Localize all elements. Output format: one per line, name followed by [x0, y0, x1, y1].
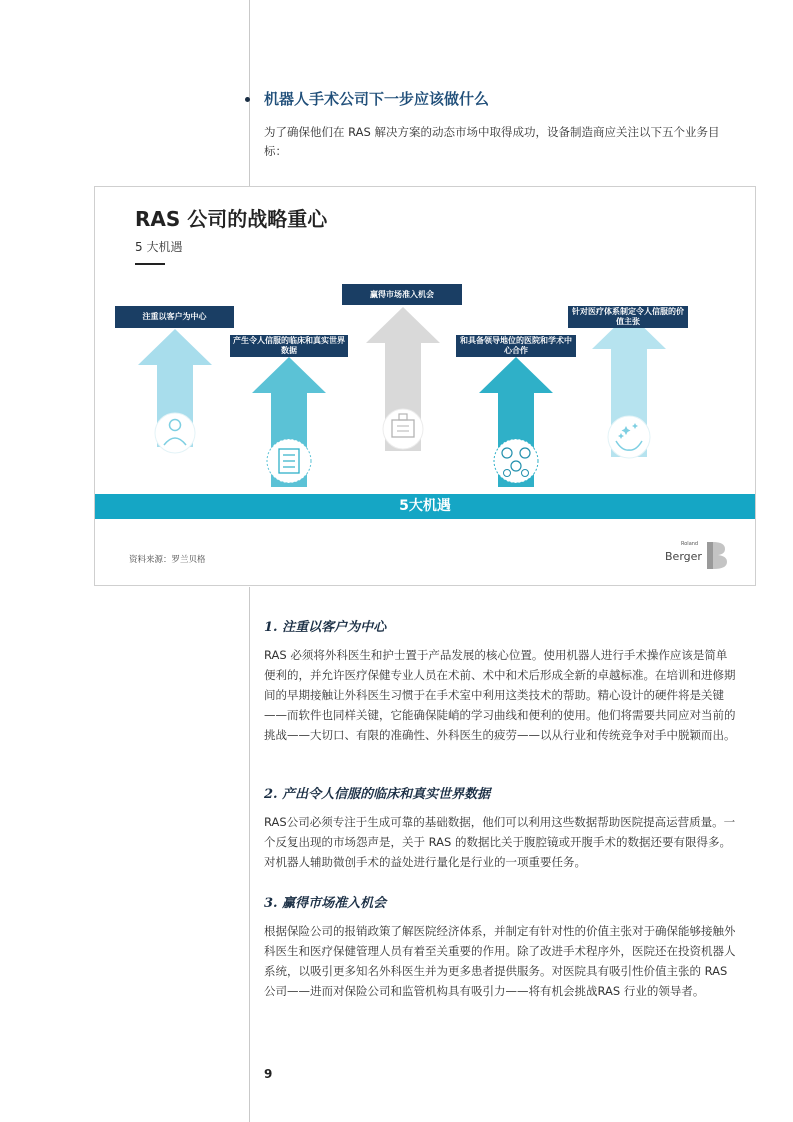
figure-source: 资料来源：罗兰贝格: [129, 555, 206, 565]
section-1-title: 1. 注重以客户为中心: [264, 620, 387, 635]
roland-berger-logo: [665, 539, 729, 573]
logo-small-text: Roland: [681, 541, 699, 547]
section-1-body: RAS 必须将外科医生和护士置于产品发展的核心位置。使用机器人进行手术操作应该是简单便利的，并允许医疗保健专业人员在术前、术中和术后形成全新的卓越标准。在培训和进修期间的早期接触让外科医生习惯于在手术室中利用这类技术的帮助。精心设计的硬件将是关键——而软件也同样关键，它能确保陡峭的学习曲线和便利的使用。他们将需要共同应对当前的挑战——大切口、有限的准确性、外科医生的疲劳——以从行业和传统竞争对手中脱颖而出。: [264, 648, 736, 742]
figure-title: RAS 公司的战略重心: [135, 207, 328, 231]
margin-rule-bottom: [249, 587, 250, 1122]
opportunity-label-4: 和具备领导地位的医院和学术中心合作: [456, 335, 576, 357]
section-2-title: 2. 产出令人信服的临床和真实世界数据: [264, 787, 491, 802]
strategy-figure: [94, 186, 756, 586]
document-checklist-icon: [267, 439, 311, 483]
hands-sparkle-icon: [608, 416, 650, 458]
section-2-body: RAS公司必须专注于生成可靠的基础数据，他们可以利用这些数据帮助医院提高运营质量。一个反复出现的市场怨声是，关于 RAS 的数据比关于腹腔镜或开腹手术的数据还要有限得多。对机器人辅助微创手术的益处进行量化是行业的一项重要任务。: [264, 815, 736, 869]
opportunities-bar: 5大机遇: [95, 494, 755, 519]
margin-rule-top: [249, 0, 250, 186]
logo-b-mark: [705, 539, 729, 571]
opportunity-label-5: 针对医疗体系制定令人信服的价值主张: [568, 306, 688, 328]
arrows-graphic: [95, 187, 755, 517]
intro-paragraph: 为了确保他们在 RAS 解决方案的动态市场中取得成功，设备制造商应关注以下五个业务目标：: [264, 125, 720, 158]
heading-bullet: [245, 97, 250, 102]
network-analytics-icon: [494, 439, 538, 483]
opportunity-label-3: 赢得市场准入机会: [342, 284, 462, 305]
opportunity-label-1: 注重以客户为中心: [115, 306, 234, 328]
section-3-body: 根据保险公司的报销政策了解医院经济体系，并制定有针对性的价值主张对于确保能够接触外科医生和医疗保健管理人员有着至关重要的作用。除了改进手术程序外，医院还在投资机器人系统，以吸引更多知名外科医生并为更多患者提供服务。对医院具有吸引性价值主张的 RAS 公司——进而对保险公司和监管机构具有吸引力——将有机会挑战RAS 行业的领导者。: [264, 924, 736, 998]
opportunity-label-2: 产生令人信服的临床和真实世界数据: [230, 335, 348, 357]
figure-subtitle: 5 大机遇: [135, 240, 183, 254]
section-heading: 机器人手术公司下一步应该做什么: [264, 90, 490, 108]
page-number: 9: [264, 1067, 273, 1081]
doctor-icon: [155, 413, 195, 453]
hospital-icon: [383, 409, 423, 449]
section-3-title: 3. 赢得市场准入机会: [264, 896, 387, 911]
logo-name-text: Berger: [665, 550, 702, 563]
